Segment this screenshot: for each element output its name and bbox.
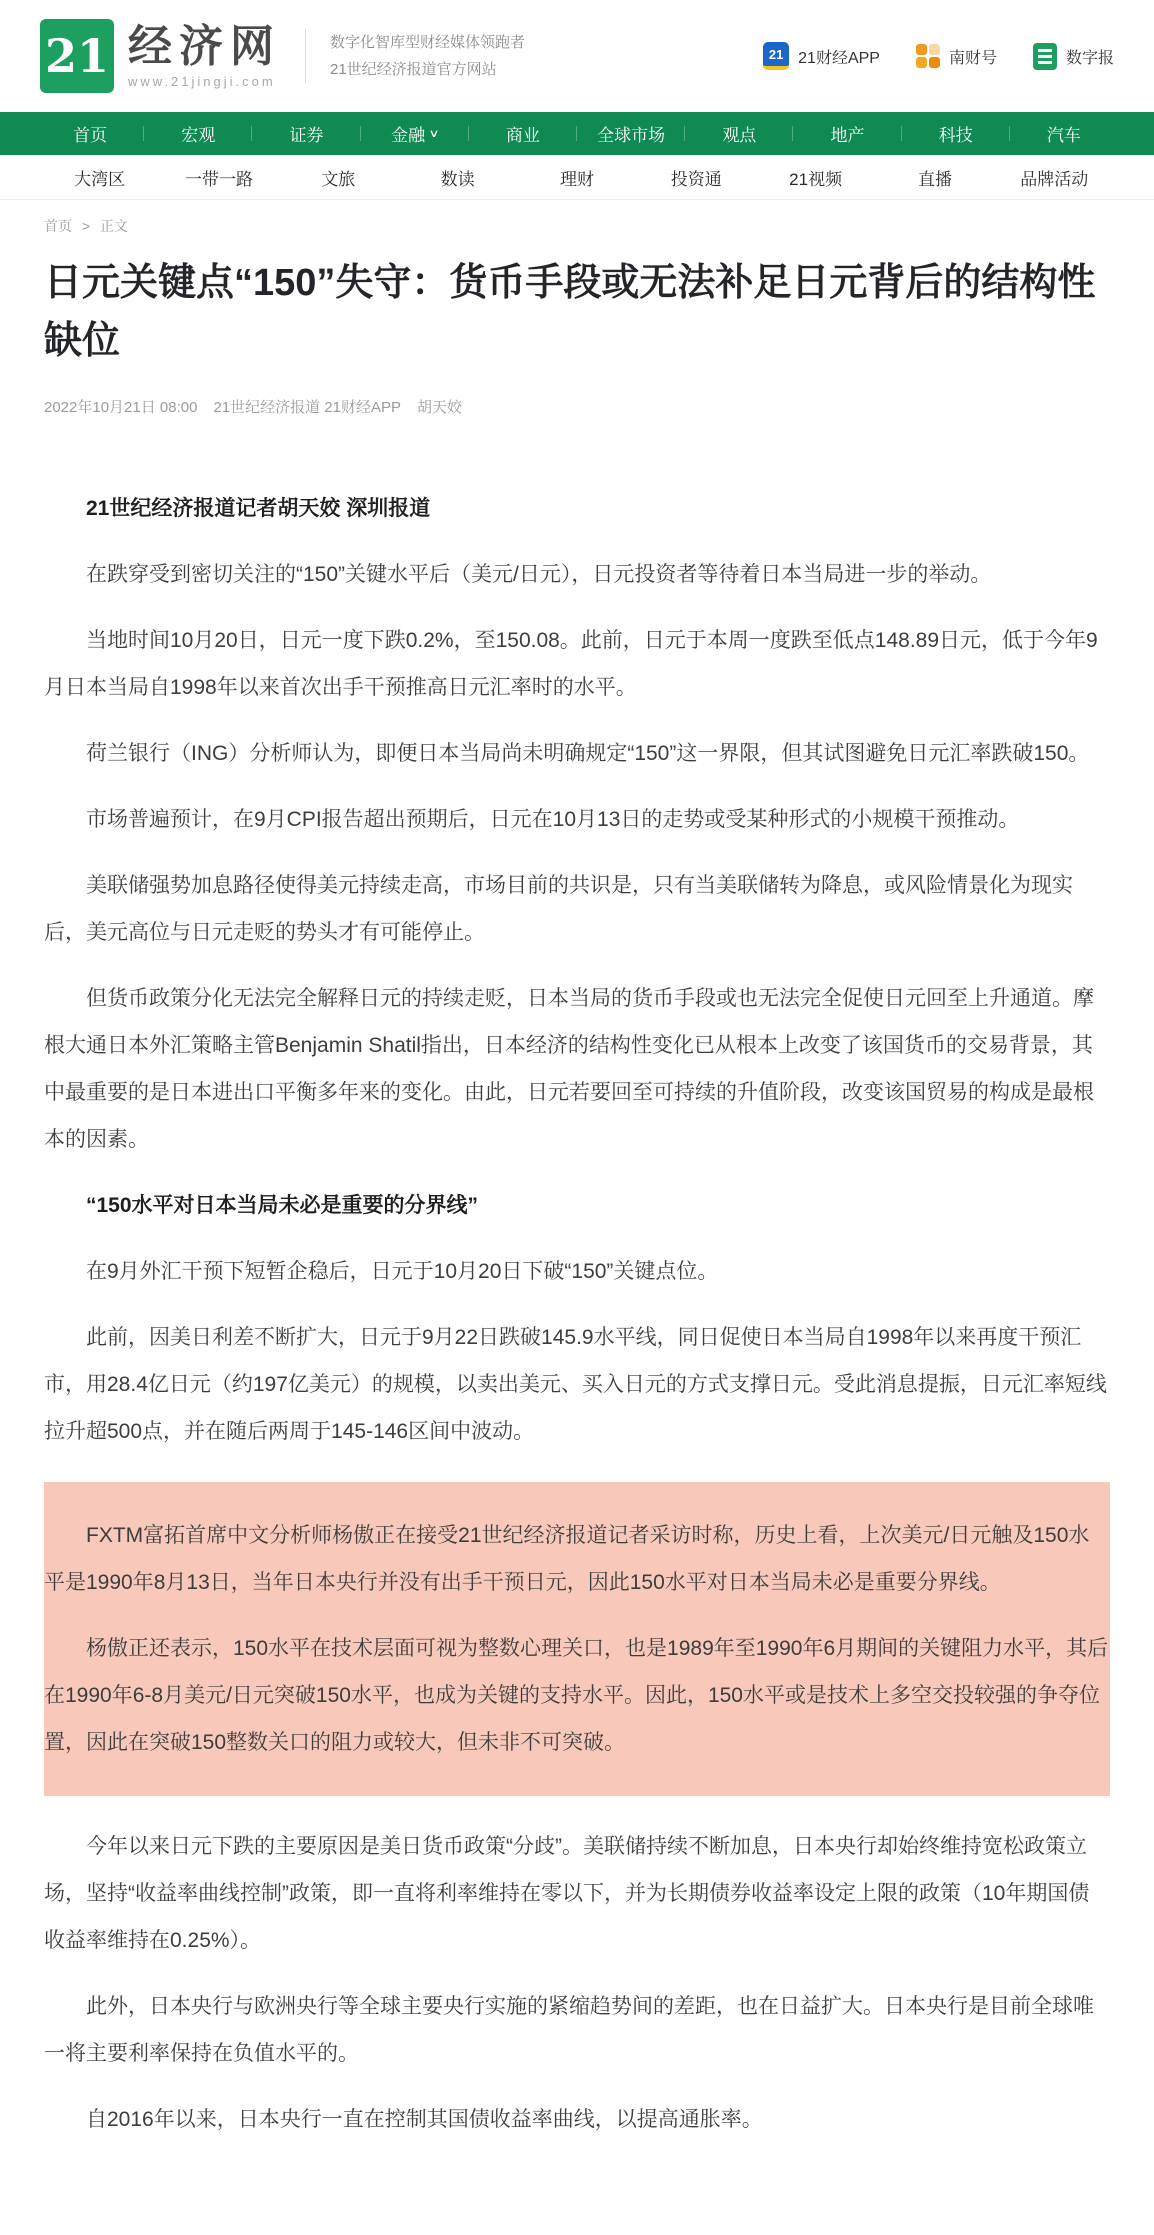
- link-21-finance-app[interactable]: [763, 42, 880, 70]
- article-paragraph: 此外，日本央行与欧洲央行等全球主要央行实施的紧缩趋势间的差距，也在日益扩大。日本央行是目前全球唯一将主要利率保持在负值水平的。: [44, 1995, 1094, 2065]
- subnav-data-reading[interactable]: 数读: [440, 169, 475, 189]
- link-label: 南财号: [948, 49, 997, 67]
- article-paragraph: 自2016年以来，日本央行一直在控制其国债收益率曲线，以提高通胀率。: [86, 2108, 763, 2131]
- article-paragraph: 荷兰银行（ING）分析师认为，即便日本当局尚未明确规定“150”这一界限，但其试图避免日元汇率跌破150。: [86, 742, 1090, 765]
- article-paragraph: 今年以来日元下跌的主要原因是美日货币政策“分歧”。美联储持续不断加息，日本央行却始终维持宽松政策立场，坚持“收益率曲线控制”政策，即一直将利率维持在零以下，并为长期债券收益率设定上限的政策（10年期国债收益率维持在0.25%）。: [44, 1835, 1090, 1952]
- site-tagline: [305, 29, 525, 83]
- article-paragraph: 在9月外汇干预下短暂企稳后，日元于10月20日下破“150”关键点位。: [86, 1260, 719, 1283]
- nav-item-opinion[interactable]: 观点: [685, 112, 793, 155]
- article-lead: 21世纪经济报道记者胡天姣 深圳报道: [86, 497, 431, 520]
- page-title: 日元关键点“150”失守：货币手段或无法补足日元背后的结构性缺位: [44, 262, 1096, 362]
- article-body: [0, 485, 1154, 2143]
- link-nancai-hao[interactable]: [916, 44, 997, 68]
- highlighted-paragraph: FXTM富拓首席中文分析师杨傲正在接受21世纪经济报道记者采访时称，历史上看，上次美元/日元触及150水平是1990年8月13日，当年日本央行并没有出手干预日元，因此150水平对日本当局未必是重要分界线。: [44, 1524, 1090, 1594]
- link-label: 21财经APP: [798, 49, 880, 67]
- article-date: 2022年10月21日 08:00: [44, 399, 198, 416]
- highlighted-quote-block: [44, 1482, 1110, 1796]
- tagline-line-2: 21世纪经济报道官方网站: [330, 61, 497, 78]
- nav-item-global-markets[interactable]: 全球市场: [577, 112, 685, 155]
- sub-navigation: [0, 155, 1154, 200]
- breadcrumb: [0, 200, 1154, 240]
- chevron-down-icon: ∨: [428, 128, 440, 140]
- breadcrumb-home[interactable]: 首页: [44, 218, 72, 234]
- nancai-dots-icon: [916, 44, 940, 68]
- subnav-investment[interactable]: 投资通: [670, 169, 722, 189]
- article-paragraph: 当地时间10月20日，日元一度下跌0.2%，至150.08。此前，日元于本周一度跌至低点148.89日元，低于今年9月日本当局自1998年以来首次出手干预推高日元汇率时的水平。: [44, 629, 1098, 699]
- nav-item-technology[interactable]: 科技: [902, 112, 1010, 155]
- article-subheading: “150水平对日本当局未必是重要的分界线”: [86, 1194, 479, 1217]
- app-icon-text: 21: [768, 46, 784, 62]
- article-source: 21世纪经济报道 21财经APP: [213, 399, 402, 416]
- article-meta: [0, 396, 1154, 417]
- subnav-culture-tourism[interactable]: 文旅: [321, 169, 356, 189]
- tagline-line-1: 数字化智库型财经媒体领跑者: [330, 34, 526, 51]
- link-digital-paper[interactable]: [1033, 43, 1114, 70]
- logo-number: 21: [44, 29, 109, 83]
- logo-21-icon: [40, 19, 114, 93]
- site-logo[interactable]: [40, 19, 281, 93]
- logo-url: www.21jingji.com: [128, 74, 276, 89]
- nav-item-auto[interactable]: 汽车: [1046, 126, 1081, 145]
- article-paragraph: 美联储强势加息路径使得美元持续走高，市场目前的共识是，只有当美联储转为降息，或风险情景化为现实后，美元高位与日元走贬的势头才有可能停止。: [44, 874, 1073, 944]
- breadcrumb-separator: >: [81, 218, 91, 234]
- nav-item-home[interactable]: 首页: [36, 112, 144, 155]
- site-header: [0, 0, 1154, 112]
- nav-item-finance[interactable]: 金融 ∨: [361, 112, 469, 155]
- subnav-belt-and-road[interactable]: 一带一路: [184, 169, 253, 189]
- header-links: [763, 42, 1114, 70]
- app-21-icon: [763, 42, 789, 70]
- subnav-wealth[interactable]: 理财: [559, 169, 594, 189]
- article-paragraph: 市场普遍预计，在9月CPI报告超出预期后，日元在10月13日的走势或受某种形式的小规模干预推动。: [86, 808, 1020, 831]
- subnav-brand-events[interactable]: 品牌活动: [1020, 169, 1089, 189]
- nav-item-securities[interactable]: 证券: [252, 112, 360, 155]
- article-paragraph: 在跌穿受到密切关注的“150”关键水平后（美元/日元），日元投资者等待着日本当局进一步的举动。: [86, 563, 992, 586]
- subnav-21-video[interactable]: 21视频: [789, 169, 843, 189]
- nav-item-business[interactable]: 商业: [469, 112, 577, 155]
- digital-paper-icon: [1033, 43, 1057, 70]
- logo-text: [128, 23, 281, 89]
- logo-name: 经济网: [128, 22, 281, 71]
- highlighted-paragraph: 杨傲正还表示，150水平在技术层面可视为整数心理关口，也是1989年至1990年6月期间的关键阻力水平，其后在1990年6-8月美元/日元突破150水平，也成为关键的支持水平。因此，150水平或是技术上多空交投较强的争夺位置，因此在突破150整数关口的阻力或较大，但未非不可突破。: [44, 1637, 1109, 1754]
- article-paragraph: 但货币政策分化无法完全解释日元的持续走贬，日本当局的货币手段或也无法完全促使日元回至上升通道。摩根大通日本外汇策略主管Benjamin Shatil指出，日本经济的结构性变化已从根本上改变了该国货币的交易背景，其中最重要的是日本进出口平衡多年来的变化。由此，日元若要回至可持续的升值阶段，改变该国贸易的构成是最根本的因素。: [44, 987, 1094, 1151]
- nav-item-real-estate[interactable]: 地产: [793, 112, 901, 155]
- link-label: 数字报: [1065, 49, 1114, 67]
- article-paragraph: 此前，因美日利差不断扩大，日元于9月22日跌破145.9水平线，同日促使日本当局自1998年以来再度干预汇市，用28.4亿日元（约197亿美元）的规模，以卖出美元、买入日元的方式支撑日元。受此消息提振，日元汇率短线拉升超500点，并在随后两周于145-146区间中波动。: [44, 1326, 1107, 1443]
- nav-item-macro[interactable]: 宏观: [144, 112, 252, 155]
- breadcrumb-current: 正文: [99, 218, 128, 234]
- main-navigation: [0, 112, 1154, 155]
- subnav-live[interactable]: 直播: [917, 169, 952, 189]
- subnav-greater-bay-area[interactable]: 大湾区: [74, 169, 126, 189]
- article-author: 胡天姣: [417, 399, 463, 416]
